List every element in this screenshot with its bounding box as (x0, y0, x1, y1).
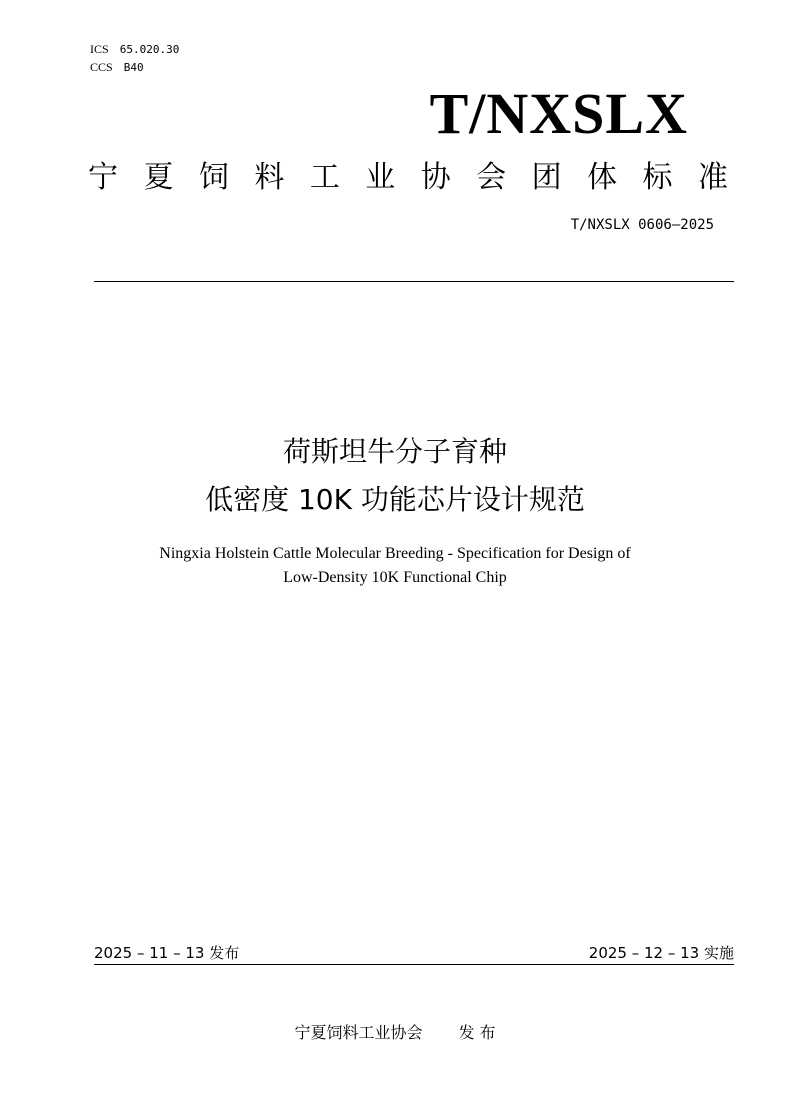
organization-title-char: 工 (309, 160, 340, 195)
chinese-title-line-2: 低密度 10K 功能芯片设计规范 (205, 483, 585, 516)
ccs-line (90, 56, 179, 74)
classification-block (90, 38, 179, 74)
organization-title-char: 业 (365, 160, 396, 195)
organization-title (88, 152, 728, 196)
standard-number: T/NXSLX 0606—2025 (570, 217, 714, 233)
english-title-line-2: Low-Density 10K Functional Chip (283, 569, 507, 586)
ics-line (90, 38, 179, 56)
organization-title-char: 准 (697, 160, 728, 195)
footer-divider (94, 964, 734, 965)
organization-title-char: 夏 (143, 160, 174, 195)
chinese-title-line-1: 荷斯坦牛分子育种 (282, 435, 507, 468)
ccs-value: B40 (123, 61, 144, 74)
organization-title-char: 料 (254, 160, 285, 195)
publisher-action: 发 布 (458, 1023, 496, 1042)
organization-title-char: 标 (642, 160, 673, 195)
organization-title-char: 团 (531, 160, 562, 195)
ccs-label: CCS (90, 60, 113, 74)
organization-title-char: 会 (476, 160, 507, 195)
ics-value: 65.020.30 (119, 43, 180, 56)
english-title-line-1: Ningxia Holstein Cattle Molecular Breeding - Specification for Design of (159, 545, 631, 562)
publisher-name: 宁夏饲料工业协会 (294, 1023, 423, 1042)
publisher-line (0, 1020, 790, 1043)
ics-label: ICS (90, 42, 109, 56)
implementation-date: 2025 – 12 – 13 实施 (588, 944, 734, 962)
issue-date: 2025 – 11 – 13 发布 (94, 944, 240, 962)
organization-title-char: 饲 (198, 160, 229, 195)
organization-title-char: 宁 (88, 160, 118, 195)
header-divider (94, 281, 734, 282)
standard-prefix: T/NXSLX (429, 81, 688, 146)
organization-title-char: 协 (420, 160, 451, 195)
organization-title-char: 体 (587, 160, 618, 195)
